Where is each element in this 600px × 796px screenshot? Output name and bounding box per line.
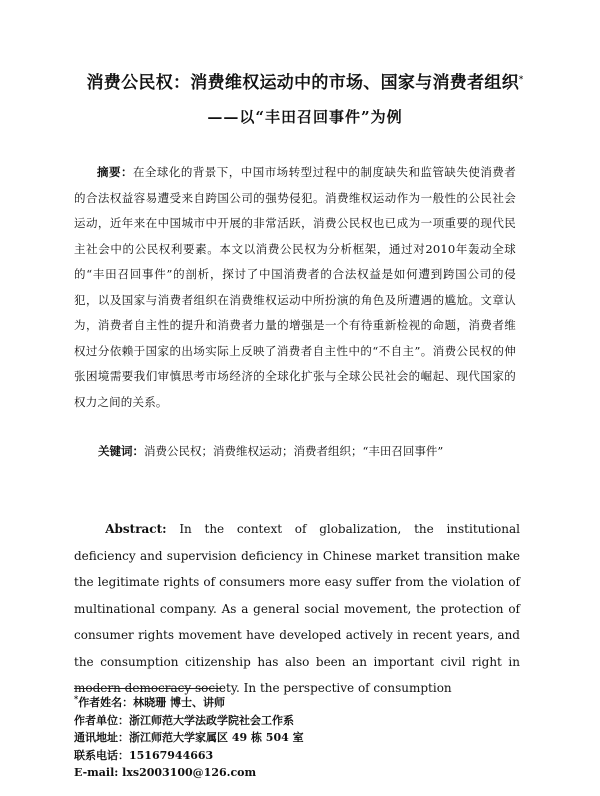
keywords bbox=[98, 441, 518, 461]
title-text: 消费公民权：消费维权运动中的市场、国家与消费者组织 bbox=[86, 73, 519, 93]
english-abstract-text: In the context of globalization, the institutional deficiency and supervision deficiency in Chinese market transition make the legitimate rights of consumers more easy suffer from the violation of multinational company. As a general social movement, the protection of consumer rights movement have developed actively in recent years, and the consumption citizenship has also been an important civil right in modern democracy society. In the perspective of consumption bbox=[74, 522, 520, 695]
author-affiliation: 作者单位：浙江师范大学法政学院社会工作系 bbox=[74, 713, 294, 727]
author-email: E-mail: lxs2003100@126.com bbox=[74, 766, 257, 779]
paper-subtitle: ——以“丰田召回事件”为例 bbox=[207, 108, 403, 126]
paper-title bbox=[40, 70, 570, 96]
footnote-line bbox=[74, 712, 514, 730]
keywords-text: 消费公民权；消费维权运动；消费者组织；“丰田召回事件” bbox=[144, 444, 444, 458]
author-address: 通讯地址：浙江师范大学家属区 49 栋 504 室 bbox=[74, 731, 304, 744]
footnote-line bbox=[74, 747, 514, 765]
keywords-label: 关键词： bbox=[98, 444, 144, 458]
author-name: 作者姓名：林晓珊 博士、讲师 bbox=[78, 696, 226, 709]
author-phone: 联系电话：15167944663 bbox=[74, 748, 214, 762]
english-abstract-label: Abstract: bbox=[105, 522, 167, 536]
footnotes bbox=[74, 694, 514, 782]
footnote-divider bbox=[74, 688, 222, 689]
footnote-mark: * bbox=[74, 693, 79, 704]
chinese-abstract bbox=[74, 160, 516, 415]
footnote-line bbox=[74, 729, 514, 747]
chinese-abstract-text: 在全球化的背景下，中国市场转型过程中的制度缺失和监管缺失使消费者的合法权益容易遭受来自跨国公司的强势侵犯。消费维权运动作为一般性的公民社会运动，近年来在中国城市中开展的非常活跃，消费公民权也已成为一项重要的现代民主社会中的公民权利要素。本文以消费公民权为分析框架，通过对2010年轰动全球的“丰田召回事件”的剖析，探讨了中国消费者的合法权益是如何遭到跨国公司的侵犯，以及国家与消费者组织在消费维权运动中所扮演的角色及所遭遇的尴尬。文章认为，消费者自主性的提升和消费者力量的增强是一个有待重新检视的命题，消费者维权过分依赖于国家的出场实际上反映了消费者自主性中的“不自主”。消费公民权的伸张困境需要我们审慎思考市场经济的全球化扩张与全球公民社会的崛起、现代国家的权力之间的关系。 bbox=[74, 165, 516, 409]
title-footnote-mark: * bbox=[519, 73, 524, 84]
footnote-line bbox=[74, 694, 514, 712]
chinese-abstract-label: 摘要： bbox=[97, 165, 133, 179]
footnote-line bbox=[74, 764, 514, 782]
english-abstract bbox=[74, 516, 520, 702]
